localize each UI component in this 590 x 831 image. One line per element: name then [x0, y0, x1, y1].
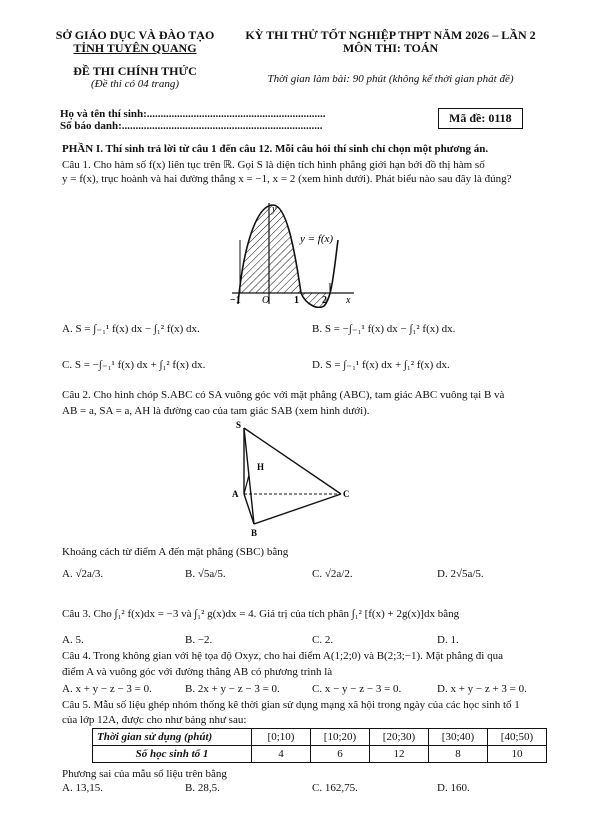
curve-label: y = f(x) [300, 233, 334, 245]
q3-option-a[interactable]: A. 5. [62, 634, 84, 646]
table-cell: [30;40) [429, 729, 488, 746]
table-cell: 6 [311, 746, 370, 763]
vertex-s-label: S [236, 420, 242, 430]
table-cell: 4 [252, 746, 311, 763]
table-row [93, 729, 547, 746]
pages-note: (Đề thi có 04 trang) [91, 78, 179, 90]
table-row-head: Thời gian sử dụng (phút) [93, 729, 252, 746]
q1-text-line2: y = f(x), trục hoành và hai đường thẳng x = −1, x = 2 (xem hình dưới). Phát biểu nào sau đây là đúng? [62, 173, 512, 185]
table-cell: 8 [429, 746, 488, 763]
vertex-b-label: B [251, 528, 258, 538]
q3-option-b[interactable]: B. −2. [185, 634, 213, 646]
q1-option-b[interactable]: B. S = −∫₋₁¹ f(x) dx − ∫₁² f(x) dx. [312, 323, 456, 335]
edge-sc [244, 428, 341, 494]
origin-label: O [262, 295, 270, 306]
q5-text-line1: Câu 5. Mẫu số liệu ghép nhóm thống kê thời gian sử dụng mạng xã hội trong ngày của các học sinh tổ 1 [62, 699, 520, 711]
q3-option-c[interactable]: C. 2. [312, 634, 334, 646]
table-cell: 10 [488, 746, 547, 763]
table-row [93, 746, 547, 763]
table-cell: 12 [370, 746, 429, 763]
q5-text-line2: của lớp 12A, được cho như bảng như sau: [62, 714, 247, 726]
table-cell: [0;10) [252, 729, 311, 746]
q5-question: Phương sai của mẫu số liệu trên bằng [62, 768, 227, 780]
q5-data-table [92, 728, 547, 763]
exam-title: KỲ THI THỬ TỐT NGHIỆP THPT NĂM 2026 – LẦN 2 [245, 28, 536, 42]
q1-option-c[interactable]: C. S = −∫₋₁¹ f(x) dx + ∫₁² f(x) dx. [62, 359, 206, 371]
exam-code-box: Mã đề: 0118 [438, 108, 523, 129]
subject: MÔN THI: TOÁN [342, 41, 439, 55]
q4-option-a[interactable]: A. x + y − z − 3 = 0. [62, 683, 152, 695]
table-row-head: Số học sinh tổ 1 [93, 746, 252, 763]
q4-option-c[interactable]: C. x − y − z − 3 = 0. [312, 683, 402, 695]
q3-text: Câu 3. Cho ∫₁² f(x)dx = −3 và ∫₁² g(x)dx = 4. Giá trị của tích phân ∫₁² [f(x) + 2g(x)]dx bằng [62, 608, 460, 620]
official-label: ĐỀ THI CHÍNH THỨC [73, 64, 197, 78]
tick-1: 1 [294, 295, 299, 306]
y-axis-label: y [272, 204, 277, 215]
dept-line2: TỈNH TUYÊN QUANG [73, 41, 197, 55]
tick-minus1: −1 [230, 295, 241, 306]
q2-option-a[interactable]: A. √2a/3. [62, 568, 104, 580]
q2-text-line2: AB = a, SA = a, AH là đường cao của tam giác SAB (xem hình dưới). [62, 405, 370, 417]
q5-option-c[interactable]: C. 162,75. [312, 782, 358, 794]
q2-option-b[interactable]: B. √5a/5. [185, 568, 226, 580]
candidate-id-field: Số báo danh:......................................................................... [60, 120, 323, 132]
candidate-name-field: Họ và tên thí sinh:................................................................. [60, 108, 326, 120]
q1-option-a[interactable]: A. S = ∫₋₁¹ f(x) dx − ∫₁² f(x) dx. [62, 323, 200, 335]
q5-option-b[interactable]: B. 28,5. [185, 782, 220, 794]
q2-option-c[interactable]: C. √2a/2. [312, 568, 353, 580]
dept-line1: SỞ GIÁO DỤC VÀ ĐÀO TẠO [55, 28, 215, 42]
vertex-h-label: H [257, 462, 265, 472]
table-cell: [20;30) [370, 729, 429, 746]
exam-time: Thời gian làm bài: 90 phút (không kể thời gian phát đề) [267, 73, 514, 85]
q1-function-graph [228, 200, 358, 308]
x-axis-label: x [346, 295, 351, 306]
q1-option-d[interactable]: D. S = ∫₋₁¹ f(x) dx + ∫₁² f(x) dx. [312, 359, 450, 371]
q2-pyramid-figure [226, 420, 356, 540]
q2-option-d[interactable]: D. 2√5a/5. [437, 568, 484, 580]
q5-option-d[interactable]: D. 160. [437, 782, 470, 794]
q4-text-line1: Câu 4. Trong không gian với hệ tọa độ Oxyz, cho hai điểm A(1;2;0) và B(2;3;−1). Mặt phẳng đi qua [62, 650, 503, 662]
q5-option-a[interactable]: A. 13,15. [62, 782, 103, 794]
q4-option-b[interactable]: B. 2x + y − z − 3 = 0. [185, 683, 280, 695]
q2-question: Khoảng cách từ điểm A đến mặt phẳng (SBC) bằng [62, 546, 289, 558]
vertex-a-label: A [232, 489, 239, 499]
vertex-c-label: C [343, 489, 350, 499]
segment-ah [244, 475, 249, 494]
q1-text-line1: Câu 1. Cho hàm số f(x) liên tục trên ℝ. Gọi S là diện tích hình phẳng giới hạn bởi đồ thị hàm số [62, 159, 485, 171]
q3-option-d[interactable]: D. 1. [437, 634, 459, 646]
q4-text-line2: điểm A và vuông góc với đường thẳng AB có phương trình là [62, 666, 333, 678]
positive-area-region [240, 205, 301, 293]
q4-option-d[interactable]: D. x + y − z + 3 = 0. [437, 683, 527, 695]
part1-heading: PHẦN I. Thí sinh trả lời từ câu 1 đến câu 12. Mỗi câu hỏi thí sinh chỉ chọn một phương án. [62, 143, 489, 155]
q2-text-line1: Câu 2. Cho hình chóp S.ABC có SA vuông góc với mặt phẳng (ABC), tam giác ABC vuông tại B và [62, 389, 505, 401]
edge-bc [254, 494, 341, 524]
table-cell: [40;50) [488, 729, 547, 746]
table-cell: [10;20) [311, 729, 370, 746]
tick-2: 2 [322, 295, 327, 306]
